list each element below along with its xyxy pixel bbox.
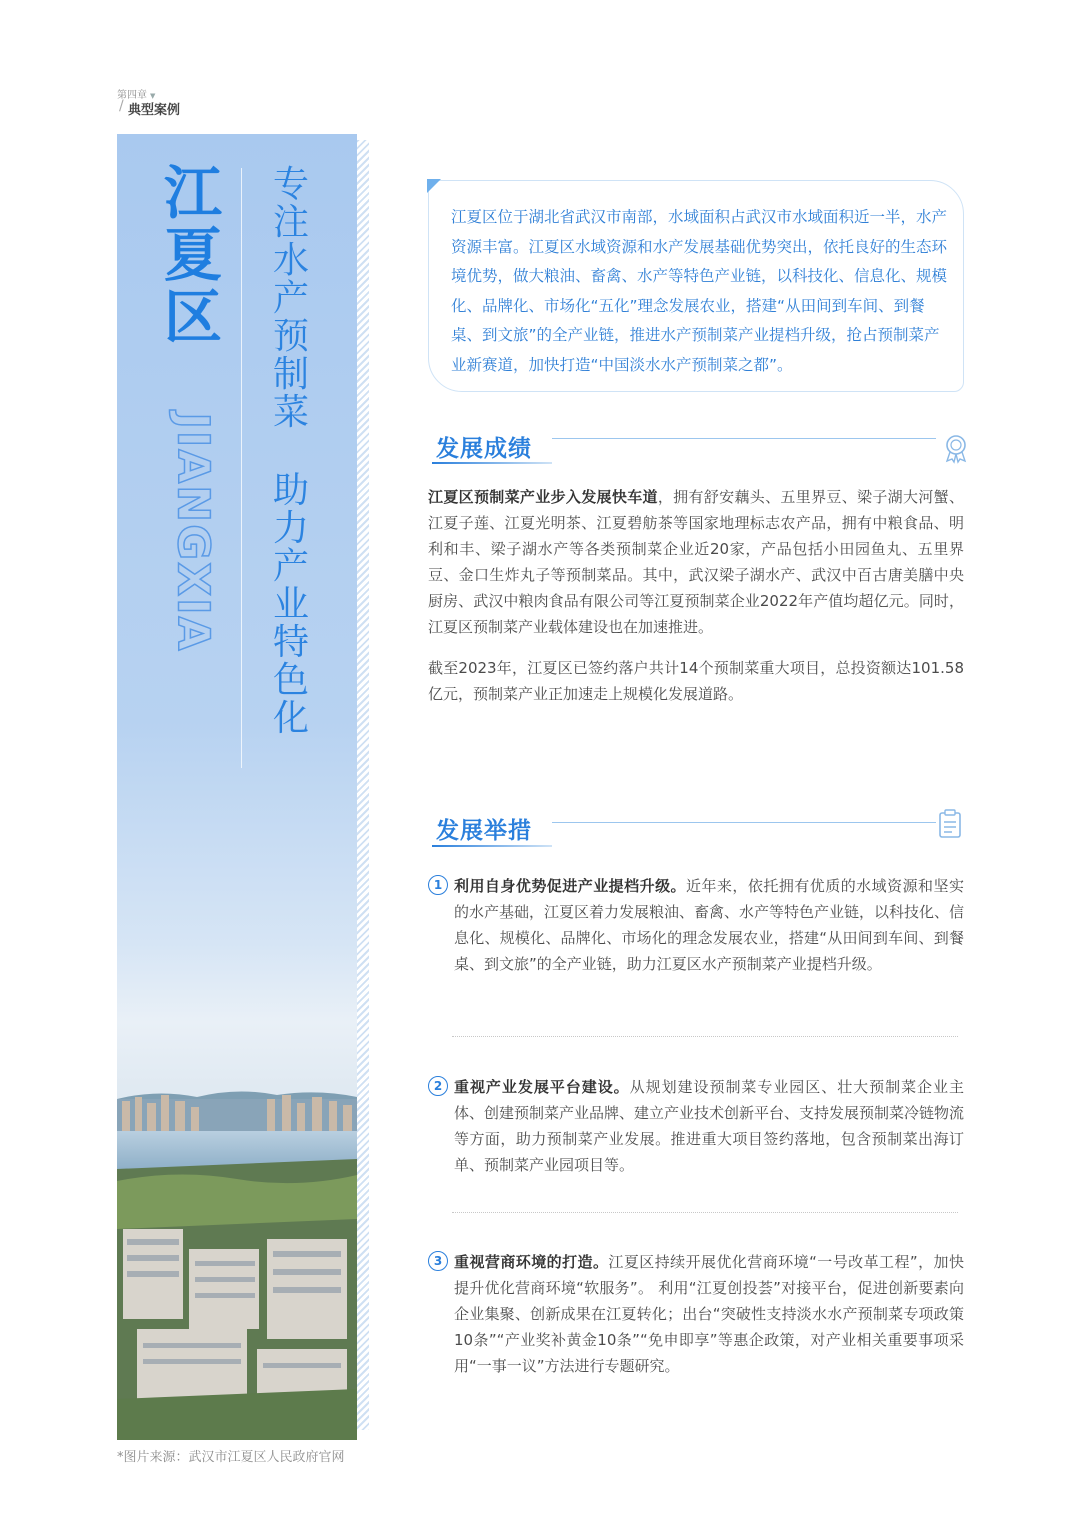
- corner-accent: [427, 179, 441, 193]
- section-rule: [552, 438, 936, 439]
- measure-body: 从规划建设预制菜专业园区、壮大预制菜企业主体、创建预制菜产业品牌、建立产业技术创新平台、支持发展预制菜冷链物流等方面，助力预制菜产业发展。推进重大项目签约落地，包含预制菜出海订单、预制菜产业园项目等。: [454, 1078, 965, 1174]
- dotted-divider: [452, 1212, 958, 1213]
- achievements-paragraph-1: [428, 484, 964, 640]
- section-title-measures: 发展举措: [436, 818, 532, 844]
- paragraph-lead: 江夏区预制菜产业步入发展快车道: [428, 488, 658, 506]
- dotted-divider: [452, 1036, 958, 1037]
- intro-text: 江夏区位于湖北省武汉市南部，水域面积占武汉市水域面积近一半，水产资源丰富。江夏区水域资源和水产发展基础优势突出，依托良好的生态环境优势，做大粮油、畜禽、水产等特色产业链，以科技化、信息化、规模化、品牌化、市场化“五化”理念发展农业，搭建“从田间到车间、到餐桌、到文旅”的全产业链，推进水产预制菜产业提档升级，抢占预制菜产业新赛道，加快打造“中国淡水水产预制菜之都”。: [451, 208, 948, 374]
- measure-body: 江夏区持续开展优化营商环境“一号改革工程”，加快提升优化营商环境“软服务”。 利用“江夏创投荟”对接平台，促进创新要素向企业集聚、创新成果在江夏转化；出台“突破性支持淡水水产预制菜专项政策10条”“产业奖补黄金10条”“免申即享”等惠企政策，对产业相关重要事项采用“一事一议”方法进行专题研究。: [454, 1253, 964, 1375]
- achievements-paragraph-2: 截至2023年，江夏区已签约落户共计14个预制菜重大项目，总投资额达101.58亿元，预制菜产业正加速走上规模化发展道路。: [428, 659, 964, 703]
- district-title: 江夏区: [163, 159, 222, 351]
- section-label: 典型案例: [128, 103, 181, 118]
- number-badge: 3: [428, 1251, 448, 1271]
- medal-icon: [940, 432, 972, 464]
- measure-lead: 重视营商环境的打造。: [454, 1253, 609, 1271]
- number-badge: 2: [428, 1076, 448, 1096]
- checklist-icon: [934, 808, 966, 840]
- image-source-caption: *图片来源：武汉市江夏区人民政府官网: [117, 1450, 345, 1465]
- banner-slogan: [268, 166, 314, 738]
- section-title-achievements: 发展成绩: [436, 436, 532, 462]
- measure-text: [454, 1249, 964, 1379]
- measure-body: 近年来，依托拥有优质的水域资源和坚实的水产基础，江夏区着力发展粮油、畜禽、水产等特色产业链，以科技化、信息化、规模化、品牌化、市场化的理念发展农业，搭建“从田间到车间、到餐桌、到文旅”的全产业链，助力江夏区水产预制菜产业提档升级。: [454, 877, 965, 973]
- measure-text: [454, 873, 964, 977]
- banner-stripe-decoration: [357, 140, 369, 1430]
- slogan-line-1: 专注水产预制菜: [272, 164, 309, 433]
- slogan-line-2: 助力产业特色化: [272, 470, 309, 739]
- pinyin-text: JIANGXIA: [167, 412, 219, 653]
- chapter-label: 第四章 ▼: [117, 90, 156, 101]
- paragraph-body: ，拥有舒安藕头、五里界豆、梁子湖大河蟹、江夏子莲、江夏光明茶、江夏碧舫茶等国家地理标志农产品，拥有中粮食品、明利和丰、梁子湖水产等各类预制菜企业近20家，产品包括小田园鱼丸、五里界豆、金口生炸丸子等预制菜品。其中，武汉梁子湖水产、武汉中百古唐美膳中央厨房、武汉中粮肉食品有限公司等江夏预制菜企业2022年产值均超亿元。同时，江夏区预制菜产业载体建设也在加速推进。: [428, 488, 964, 636]
- district-pinyin: [168, 412, 218, 692]
- banner-divider: [241, 168, 242, 768]
- section-underline: [432, 462, 552, 464]
- section-rule: [552, 822, 936, 823]
- number-badge: 1: [428, 875, 448, 895]
- section-underline: [432, 845, 552, 847]
- measure-lead: 利用自身优势促进产业提档升级。: [454, 877, 687, 895]
- triangle-down-icon: ▼: [150, 92, 156, 100]
- intro-box: [428, 180, 964, 392]
- city-photo: [117, 1089, 357, 1440]
- measure-text: [454, 1074, 964, 1178]
- measure-lead: 重视产业发展平台建设。: [454, 1078, 630, 1096]
- side-banner: [117, 134, 357, 1440]
- slash-divider: /: [119, 98, 124, 114]
